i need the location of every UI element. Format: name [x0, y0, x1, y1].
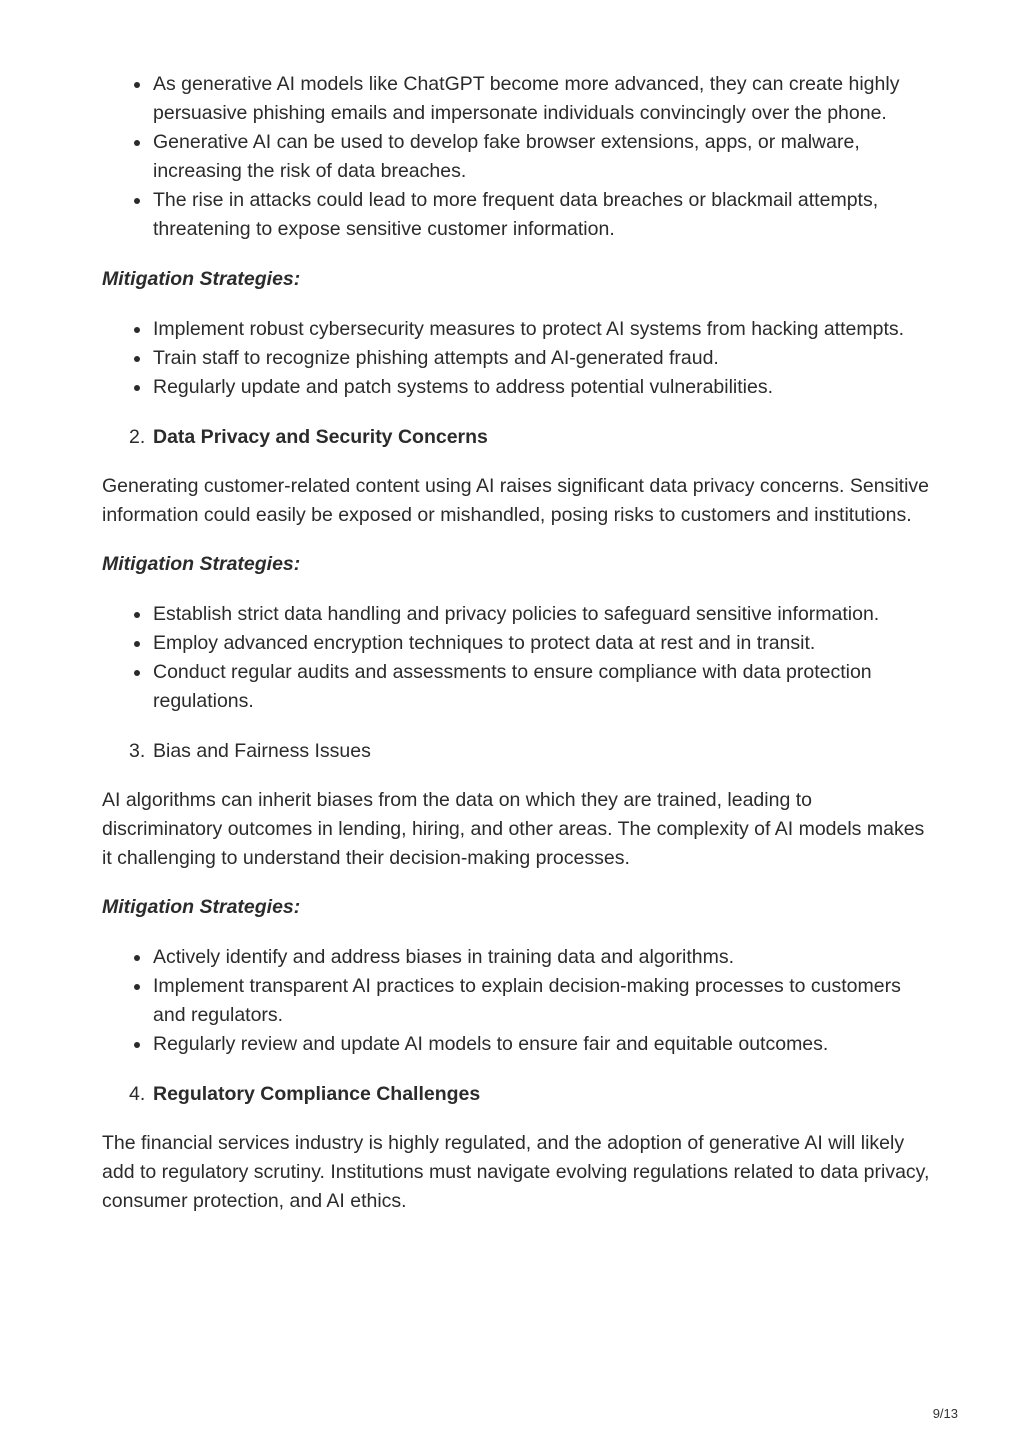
- section-number: 3.: [129, 740, 146, 762]
- section-paragraph-2: Generating customer-related content using AI raises significant data privacy concerns. Sensitive information could easily be exposed or mishandled, posing risks to customers and institutions.: [102, 475, 930, 526]
- section-paragraph-3: AI algorithms can inherit biases from the data on which they are trained, leading to discriminatory outcomes in lending, hiring, and other areas. The complexity of AI models makes it challenging to understand their decision-making processes.: [102, 789, 925, 869]
- list-item: Generative AI can be used to develop fake browser extensions, apps, or malware, increasing the risk of data breaches.: [102, 128, 932, 186]
- mitigation-list-3: [102, 943, 932, 1059]
- list-item: The rise in attacks could lead to more frequent data breaches or blackmail attempts, threatening to expose sensitive customer information.: [102, 186, 932, 244]
- list-item: Implement transparent AI practices to explain decision-making processes to customers and regulators.: [102, 972, 932, 1030]
- list-item: Employ advanced encryption techniques to protect data at rest and in transit.: [102, 629, 932, 658]
- page-number: 9/13: [932, 1406, 958, 1421]
- section-heading-4: [102, 1080, 932, 1109]
- section-title: Bias and Fairness Issues: [153, 740, 371, 762]
- section-title: Data Privacy and Security Concerns: [153, 426, 488, 448]
- list-item: As generative AI models like ChatGPT become more advanced, they can create highly persuasive phishing emails and impersonate individuals convincingly over the phone.: [102, 70, 932, 128]
- mitigation-list-1: [102, 315, 932, 402]
- list-item: Train staff to recognize phishing attempts and AI-generated fraud.: [102, 344, 932, 373]
- list-item: Regularly review and update AI models to ensure fair and equitable outcomes.: [102, 1030, 932, 1059]
- mitigation-heading-2: Mitigation Strategies:: [102, 553, 301, 575]
- list-item: Establish strict data handling and privacy policies to safeguard sensitive information.: [102, 600, 932, 629]
- mitigation-heading-3: Mitigation Strategies:: [102, 896, 301, 918]
- section-heading-2: [102, 423, 932, 452]
- mitigation-heading-1: Mitigation Strategies:: [102, 268, 301, 290]
- section-heading-3: [102, 737, 932, 766]
- document-page: [102, 70, 932, 1216]
- section-title: Regulatory Compliance Challenges: [153, 1083, 481, 1105]
- list-item: Regularly update and patch systems to address potential vulnerabilities.: [102, 373, 932, 402]
- list-item: Conduct regular audits and assessments to ensure compliance with data protection regulations.: [102, 658, 932, 716]
- section-paragraph-4: The financial services industry is highly regulated, and the adoption of generative AI will likely add to regulatory scrutiny. Institutions must navigate evolving regulations related to data privacy, consumer protection, and AI ethics.: [102, 1132, 930, 1212]
- intro-bullet-list: [102, 70, 932, 244]
- mitigation-list-2: [102, 600, 932, 716]
- section-number: 4.: [129, 1083, 146, 1105]
- list-item: Implement robust cybersecurity measures to protect AI systems from hacking attempts.: [102, 315, 932, 344]
- section-number: 2.: [129, 426, 146, 448]
- list-item: Actively identify and address biases in training data and algorithms.: [102, 943, 932, 972]
